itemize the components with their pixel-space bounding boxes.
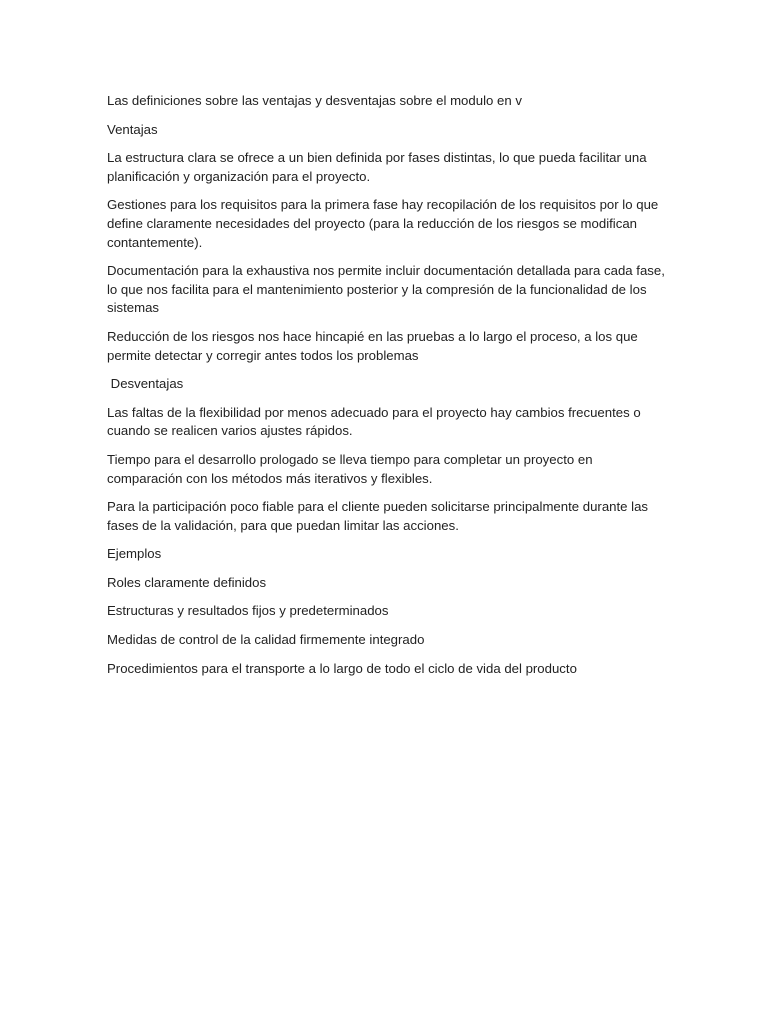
- ejemplo-estructuras: Estructuras y resultados fijos y predeterminados: [107, 603, 389, 619]
- desventaja-flexibilidad: Las faltas de la flexibilidad por menos adecuado para el proyecto hay cambios frecuentes o cuando se realicen varios ajustes rápidos.: [107, 404, 645, 439]
- heading-desventajas: Desventajas: [107, 376, 184, 392]
- heading-ventajas: Ventajas: [107, 121, 158, 137]
- ventaja-gestiones: Gestiones para los requisitos para la primera fase hay recopilación de los requisitos por lo que define claramente necesidades del proyecto (para la reducción de los riesgos se modifican contantemente).: [107, 197, 662, 250]
- document-intro: Las definiciones sobre las ventajas y desventajas sobre el modulo en v: [107, 93, 522, 108]
- ventaja-documentacion: Documentación para la exhaustiva nos permite incluir documentación detallada para cada fase, lo que nos facilita para el mantenimiento posterior y la compresión de la funcionalidad de los sistemas: [107, 263, 669, 316]
- desventaja-participacion: Para la participación poco fiable para el cliente pueden solicitarse principalmente durante las fases de la validación, para que puedan limitar las acciones.: [107, 499, 652, 533]
- ejemplo-medidas: Medidas de control de la calidad firmemente integrado: [107, 632, 425, 648]
- ventaja-estructura: La estructura clara se ofrece a un bien definida por fases distintas, lo que pueda facilitar una planificación y organización para el proyecto.: [107, 150, 651, 184]
- heading-ejemplos: Ejemplos: [107, 546, 162, 562]
- ejemplo-procedimientos: Procedimientos para el transporte a lo largo de todo el ciclo de vida del producto: [107, 660, 577, 676]
- ventaja-reduccion-riesgos: Reducción de los riesgos nos hace hincapié en las pruebas a lo largo el proceso, a los que permite detectar y corregir antes todos los problemas: [107, 328, 642, 363]
- ejemplo-roles: Roles claramente definidos: [107, 574, 267, 590]
- desventaja-tiempo: Tiempo para el desarrollo prologado se lleva tiempo para completar un proyecto en comparación con los métodos más iterativos y flexibles.: [107, 451, 597, 486]
